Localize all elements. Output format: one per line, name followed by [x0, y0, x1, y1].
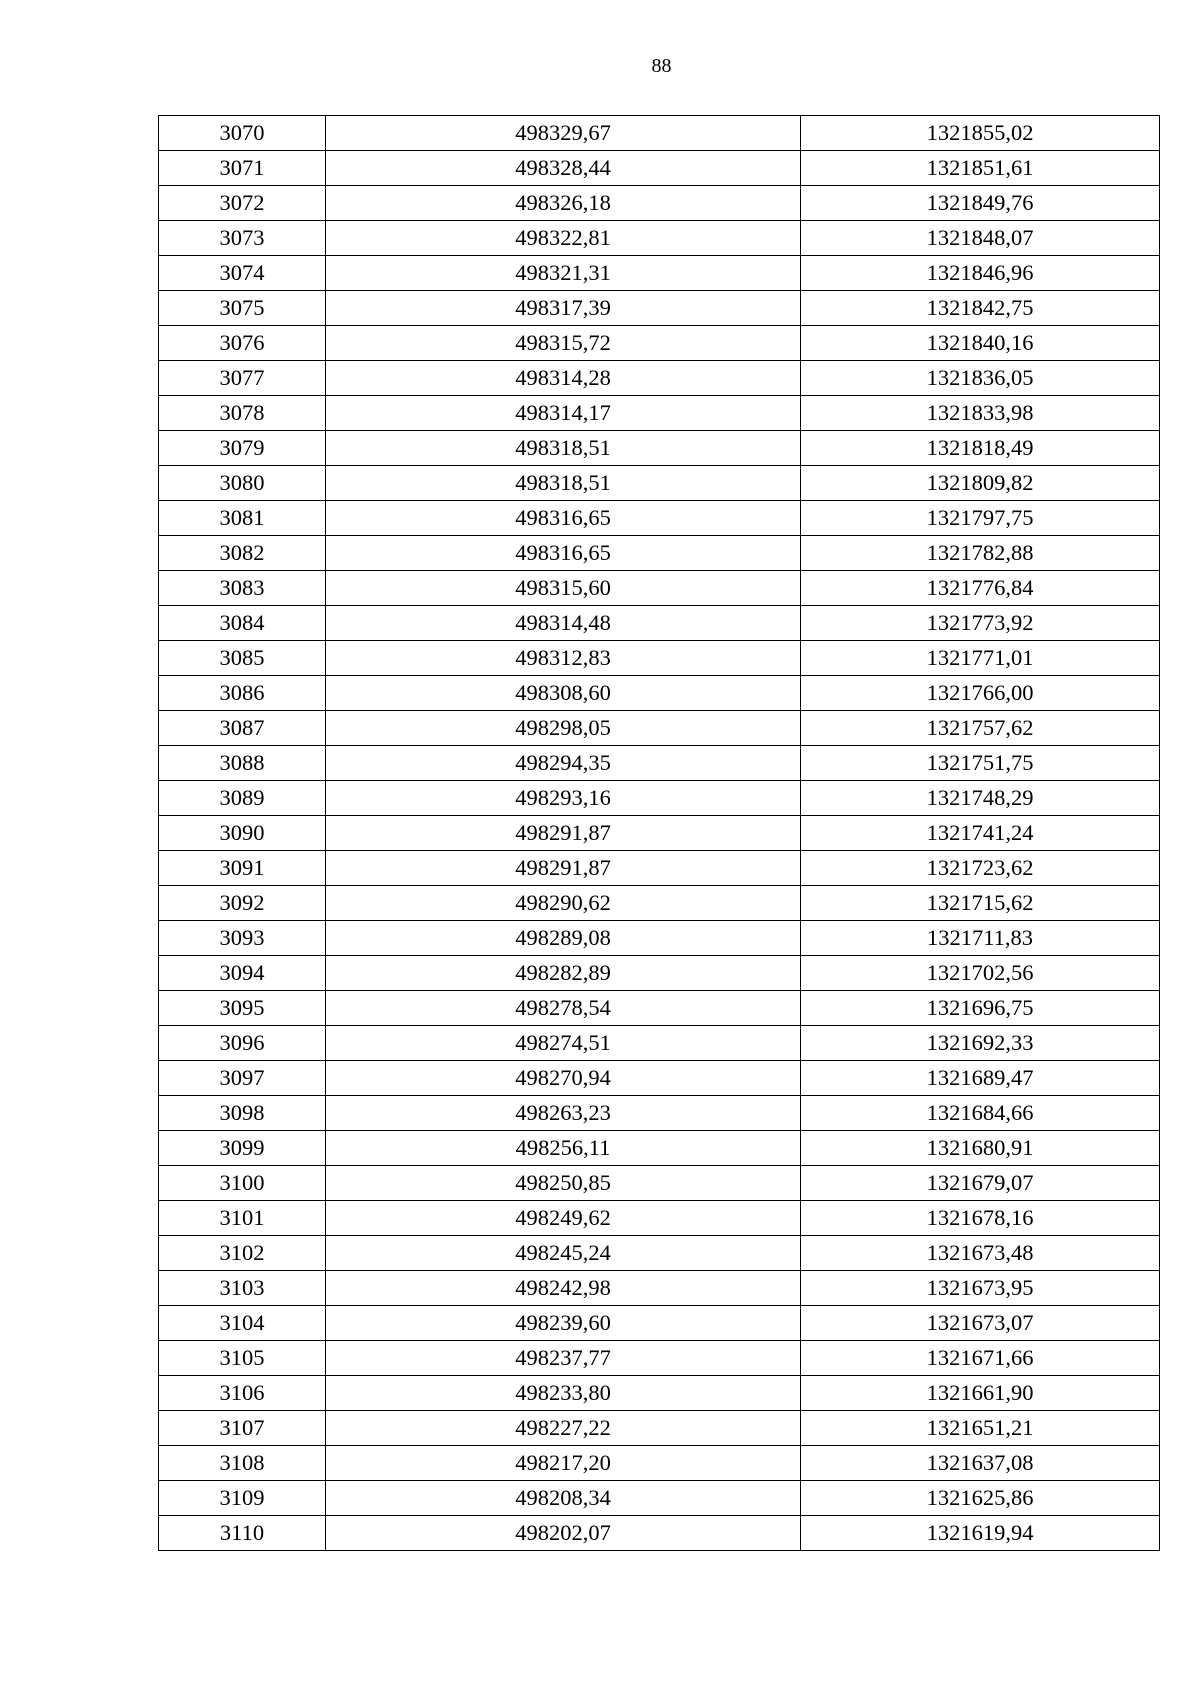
table-row: [159, 256, 1160, 291]
point-number-cell: 3084: [159, 606, 326, 641]
point-number-cell: 3087: [159, 711, 326, 746]
x-coordinate-cell: 498242,98: [326, 1271, 801, 1306]
x-coordinate-cell: 498291,87: [326, 816, 801, 851]
x-coordinate-cell: 498321,31: [326, 256, 801, 291]
point-number-cell: 3109: [159, 1481, 326, 1516]
point-number-cell: 3101: [159, 1201, 326, 1236]
y-coordinate-cell: 1321848,07: [801, 221, 1160, 256]
x-coordinate-cell: 498239,60: [326, 1306, 801, 1341]
y-coordinate-cell: 1321809,82: [801, 466, 1160, 501]
x-coordinate-cell: 498293,16: [326, 781, 801, 816]
y-coordinate-cell: 1321689,47: [801, 1061, 1160, 1096]
point-number-cell: 3103: [159, 1271, 326, 1306]
x-coordinate-cell: 498208,34: [326, 1481, 801, 1516]
point-number-cell: 3110: [159, 1516, 326, 1551]
y-coordinate-cell: 1321771,01: [801, 641, 1160, 676]
table-row: [159, 606, 1160, 641]
y-coordinate-cell: 1321723,62: [801, 851, 1160, 886]
y-coordinate-cell: 1321684,66: [801, 1096, 1160, 1131]
y-coordinate-cell: 1321855,02: [801, 116, 1160, 151]
y-coordinate-cell: 1321715,62: [801, 886, 1160, 921]
point-number-cell: 3096: [159, 1026, 326, 1061]
x-coordinate-cell: 498290,62: [326, 886, 801, 921]
y-coordinate-cell: 1321661,90: [801, 1376, 1160, 1411]
table-row: [159, 396, 1160, 431]
y-coordinate-cell: 1321651,21: [801, 1411, 1160, 1446]
y-coordinate-cell: 1321673,48: [801, 1236, 1160, 1271]
y-coordinate-cell: 1321673,07: [801, 1306, 1160, 1341]
y-coordinate-cell: 1321748,29: [801, 781, 1160, 816]
point-number-cell: 3083: [159, 571, 326, 606]
y-coordinate-cell: 1321836,05: [801, 361, 1160, 396]
table-row: [159, 1131, 1160, 1166]
x-coordinate-cell: 498245,24: [326, 1236, 801, 1271]
table-row: [159, 571, 1160, 606]
point-number-cell: 3070: [159, 116, 326, 151]
coordinates-table-body: [159, 116, 1160, 1551]
y-coordinate-cell: 1321849,76: [801, 186, 1160, 221]
table-row: [159, 641, 1160, 676]
point-number-cell: 3081: [159, 501, 326, 536]
point-number-cell: 3089: [159, 781, 326, 816]
table-row: [159, 746, 1160, 781]
y-coordinate-cell: 1321840,16: [801, 326, 1160, 361]
y-coordinate-cell: 1321842,75: [801, 291, 1160, 326]
x-coordinate-cell: 498249,62: [326, 1201, 801, 1236]
table-row: [159, 851, 1160, 886]
x-coordinate-cell: 498318,51: [326, 431, 801, 466]
y-coordinate-cell: 1321680,91: [801, 1131, 1160, 1166]
table-row: [159, 1026, 1160, 1061]
x-coordinate-cell: 498298,05: [326, 711, 801, 746]
table-row: [159, 116, 1160, 151]
y-coordinate-cell: 1321776,84: [801, 571, 1160, 606]
y-coordinate-cell: 1321797,75: [801, 501, 1160, 536]
x-coordinate-cell: 498237,77: [326, 1341, 801, 1376]
y-coordinate-cell: 1321692,33: [801, 1026, 1160, 1061]
point-number-cell: 3079: [159, 431, 326, 466]
y-coordinate-cell: 1321673,95: [801, 1271, 1160, 1306]
x-coordinate-cell: 498256,11: [326, 1131, 801, 1166]
table-row: [159, 1201, 1160, 1236]
x-coordinate-cell: 498294,35: [326, 746, 801, 781]
point-number-cell: 3102: [159, 1236, 326, 1271]
point-number-cell: 3077: [159, 361, 326, 396]
table-row: [159, 956, 1160, 991]
y-coordinate-cell: 1321766,00: [801, 676, 1160, 711]
x-coordinate-cell: 498233,80: [326, 1376, 801, 1411]
x-coordinate-cell: 498274,51: [326, 1026, 801, 1061]
table-row: [159, 221, 1160, 256]
table-row: [159, 816, 1160, 851]
point-number-cell: 3091: [159, 851, 326, 886]
x-coordinate-cell: 498278,54: [326, 991, 801, 1026]
point-number-cell: 3076: [159, 326, 326, 361]
y-coordinate-cell: 1321751,75: [801, 746, 1160, 781]
table-row: [159, 1096, 1160, 1131]
y-coordinate-cell: 1321679,07: [801, 1166, 1160, 1201]
point-number-cell: 3073: [159, 221, 326, 256]
y-coordinate-cell: 1321757,62: [801, 711, 1160, 746]
x-coordinate-cell: 498314,28: [326, 361, 801, 396]
x-coordinate-cell: 498202,07: [326, 1516, 801, 1551]
y-coordinate-cell: 1321702,56: [801, 956, 1160, 991]
y-coordinate-cell: 1321851,61: [801, 151, 1160, 186]
table-row: [159, 291, 1160, 326]
point-number-cell: 3094: [159, 956, 326, 991]
y-coordinate-cell: 1321625,86: [801, 1481, 1160, 1516]
x-coordinate-cell: 498316,65: [326, 536, 801, 571]
table-row: [159, 536, 1160, 571]
y-coordinate-cell: 1321678,16: [801, 1201, 1160, 1236]
point-number-cell: 3071: [159, 151, 326, 186]
table-row: [159, 1061, 1160, 1096]
point-number-cell: 3092: [159, 886, 326, 921]
x-coordinate-cell: 498250,85: [326, 1166, 801, 1201]
y-coordinate-cell: 1321846,96: [801, 256, 1160, 291]
x-coordinate-cell: 498263,23: [326, 1096, 801, 1131]
point-number-cell: 3098: [159, 1096, 326, 1131]
point-number-cell: 3086: [159, 676, 326, 711]
table-row: [159, 1271, 1160, 1306]
y-coordinate-cell: 1321818,49: [801, 431, 1160, 466]
x-coordinate-cell: 498289,08: [326, 921, 801, 956]
x-coordinate-cell: 498329,67: [326, 116, 801, 151]
y-coordinate-cell: 1321773,92: [801, 606, 1160, 641]
table-row: [159, 1341, 1160, 1376]
x-coordinate-cell: 498315,72: [326, 326, 801, 361]
x-coordinate-cell: 498326,18: [326, 186, 801, 221]
table-row: [159, 886, 1160, 921]
table-row: [159, 991, 1160, 1026]
point-number-cell: 3106: [159, 1376, 326, 1411]
x-coordinate-cell: 498282,89: [326, 956, 801, 991]
table-row: [159, 466, 1160, 501]
point-number-cell: 3093: [159, 921, 326, 956]
x-coordinate-cell: 498308,60: [326, 676, 801, 711]
x-coordinate-cell: 498318,51: [326, 466, 801, 501]
table-row: [159, 1306, 1160, 1341]
table-row: [159, 1376, 1160, 1411]
x-coordinate-cell: 498312,83: [326, 641, 801, 676]
x-coordinate-cell: 498227,22: [326, 1411, 801, 1446]
table-row: [159, 431, 1160, 466]
point-number-cell: 3080: [159, 466, 326, 501]
table-row: [159, 501, 1160, 536]
table-row: [159, 1411, 1160, 1446]
x-coordinate-cell: 498315,60: [326, 571, 801, 606]
table-row: [159, 781, 1160, 816]
point-number-cell: 3085: [159, 641, 326, 676]
y-coordinate-cell: 1321741,24: [801, 816, 1160, 851]
x-coordinate-cell: 498328,44: [326, 151, 801, 186]
y-coordinate-cell: 1321696,75: [801, 991, 1160, 1026]
x-coordinate-cell: 498322,81: [326, 221, 801, 256]
point-number-cell: 3104: [159, 1306, 326, 1341]
table-row: [159, 1446, 1160, 1481]
y-coordinate-cell: 1321637,08: [801, 1446, 1160, 1481]
point-number-cell: 3097: [159, 1061, 326, 1096]
y-coordinate-cell: 1321782,88: [801, 536, 1160, 571]
x-coordinate-cell: 498217,20: [326, 1446, 801, 1481]
point-number-cell: 3107: [159, 1411, 326, 1446]
y-coordinate-cell: 1321671,66: [801, 1341, 1160, 1376]
point-number-cell: 3100: [159, 1166, 326, 1201]
point-number-cell: 3095: [159, 991, 326, 1026]
point-number-cell: 3105: [159, 1341, 326, 1376]
point-number-cell: 3078: [159, 396, 326, 431]
table-row: [159, 921, 1160, 956]
x-coordinate-cell: 498291,87: [326, 851, 801, 886]
table-row: [159, 1481, 1160, 1516]
x-coordinate-cell: 498317,39: [326, 291, 801, 326]
point-number-cell: 3090: [159, 816, 326, 851]
table-row: [159, 326, 1160, 361]
x-coordinate-cell: 498314,17: [326, 396, 801, 431]
point-number-cell: 3082: [159, 536, 326, 571]
table-row: [159, 1236, 1160, 1271]
x-coordinate-cell: 498270,94: [326, 1061, 801, 1096]
x-coordinate-cell: 498314,48: [326, 606, 801, 641]
x-coordinate-cell: 498316,65: [326, 501, 801, 536]
point-number-cell: 3088: [159, 746, 326, 781]
coordinates-table: [158, 115, 1160, 1551]
table-row: [159, 1166, 1160, 1201]
point-number-cell: 3074: [159, 256, 326, 291]
table-row: [159, 186, 1160, 221]
table-row: [159, 1516, 1160, 1551]
y-coordinate-cell: 1321711,83: [801, 921, 1160, 956]
table-row: [159, 711, 1160, 746]
table-row: [159, 151, 1160, 186]
point-number-cell: 3108: [159, 1446, 326, 1481]
point-number-cell: 3072: [159, 186, 326, 221]
table-row: [159, 676, 1160, 711]
table-row: [159, 361, 1160, 396]
y-coordinate-cell: 1321833,98: [801, 396, 1160, 431]
page-number: 88: [651, 55, 672, 77]
point-number-cell: 3075: [159, 291, 326, 326]
y-coordinate-cell: 1321619,94: [801, 1516, 1160, 1551]
point-number-cell: 3099: [159, 1131, 326, 1166]
